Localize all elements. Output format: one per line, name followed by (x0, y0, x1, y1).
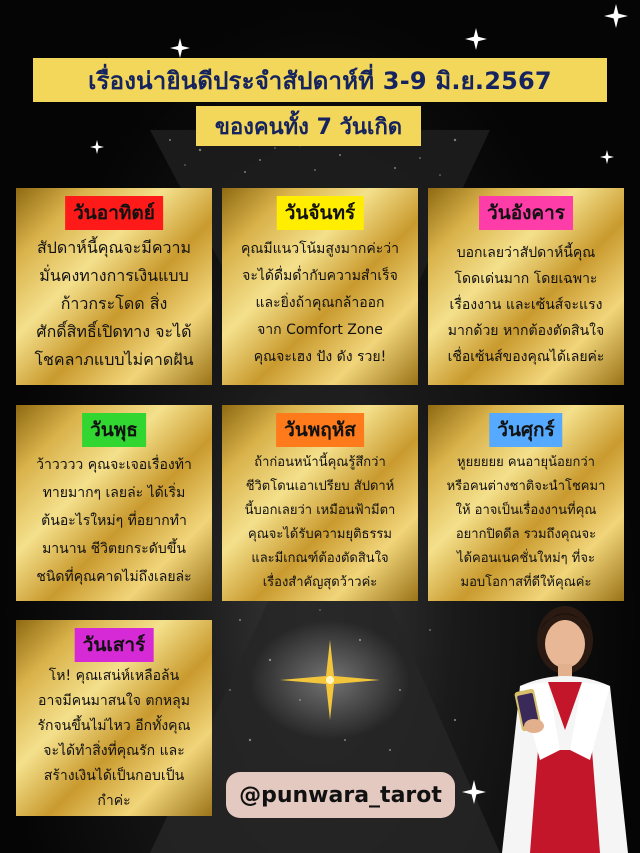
day-label-saturday: วันเสาร์ (75, 628, 154, 662)
sparkle-icon (600, 150, 614, 164)
day-label-monday: วันจันทร์ (277, 196, 364, 230)
day-card-friday (428, 405, 624, 601)
day-card-wednesday (16, 405, 212, 601)
day-card-text: หูยยยยย คนอายุน้อยกว่า หรือคนต่างชาติจะนำโชคมา ให้ อาจเป็นเรื่องงานที่คุณ อยากปิดดีล รวมถึงคุณจะ ได้คอนเนคชั่นใหม่ๆ ที่จะ มอบโอกาสที่ดีให้คุณค่ะ (446, 455, 606, 590)
day-card-monday (222, 188, 418, 385)
day-card-text: ถ้าก่อนหน้านี้คุณรู้สึกว่า ชีวิตโดนเอาเปรียบ สัปดาห์ นี้บอกเลยว่า เหมือนฟ้ามีตา คุณจะได้รับความยุติธรรม และมีเกณฑ์ต้องตัดสินใจ เรื่องสำคัญสุดว้าวค่ะ (244, 455, 396, 590)
day-card-thursday (222, 405, 418, 601)
day-card-text: สัปดาห์นี้คุณจะมีความ มั่นคงทางการเงินแบบ ก้าวกระโดด สิ่ง ศักดิ์สิทธิ์เปิดทาง จะได้ โชคลาภแบบไม่คาดฝัน (34, 238, 194, 369)
day-label-wednesday: วันพุธ (82, 413, 146, 447)
page-title: เรื่องน่ายินดีประจำสัปดาห์ที่ 3-9 มิ.ย.2567 (33, 58, 607, 102)
tarot-reader-photo (490, 600, 640, 853)
sparkle-icon (170, 38, 190, 58)
day-card-text: โห! คุณเสน่ห์เหลือล้น อาจมีคนมาสนใจ ตกหลุม รักจนขึ้นไม่ไหว อีกทั้งคุณ จะได้ทำสิ่งที่คุณรัก และ สร้างเงินได้เป็นกอบเป็น กำค่ะ (37, 668, 191, 809)
golden-star-icon (280, 640, 380, 720)
day-label-friday: วันศุกร์ (489, 413, 562, 447)
sparkle-icon (462, 780, 486, 804)
day-card-tuesday (428, 188, 624, 385)
day-card-sunday (16, 188, 212, 385)
day-card-text: ว้าวววว คุณจะเจอเรื่องท้า ทายมากๆ เลยล่ะ ได้เริ่ม ต้นอะไรใหม่ๆ ที่อยากทำ มานาน ชีวิตยกระดับขึ้น ชนิดที่คุณคาดไม่ถึงเลยล่ะ (36, 457, 192, 585)
day-card-text: คุณมีแนวโน้มสูงมากค่ะว่า จะได้ดื่มด่ำกับความสำเร็จ และยิ่งถ้าคุณกล้าออก จาก Comfort Zone คุณจะเฮง ปัง ดัง รวย! (241, 241, 399, 365)
sparkle-icon (604, 4, 628, 28)
day-label-thursday: วันพฤหัส (276, 413, 364, 447)
day-label-tuesday: วันอังคาร (479, 196, 573, 230)
social-handle: @punwara_tarot (226, 772, 455, 818)
day-label-sunday: วันอาทิตย์ (65, 196, 163, 230)
day-card-text: บอกเลยว่าสัปดาห์นี้คุณ โดดเด่นมาก โดยเฉพาะ เรื่องงาน และเซ้นส์จะแรง มากด้วย หากต้องตัดสินใจ เชื่อเซ้นส์ของคุณได้เลยค่ะ (447, 245, 605, 365)
sparkle-icon (90, 140, 104, 154)
page-subtitle: ของคนทั้ง 7 วันเกิด (196, 106, 421, 146)
day-card-saturday (16, 620, 212, 816)
sparkle-icon (465, 28, 487, 50)
